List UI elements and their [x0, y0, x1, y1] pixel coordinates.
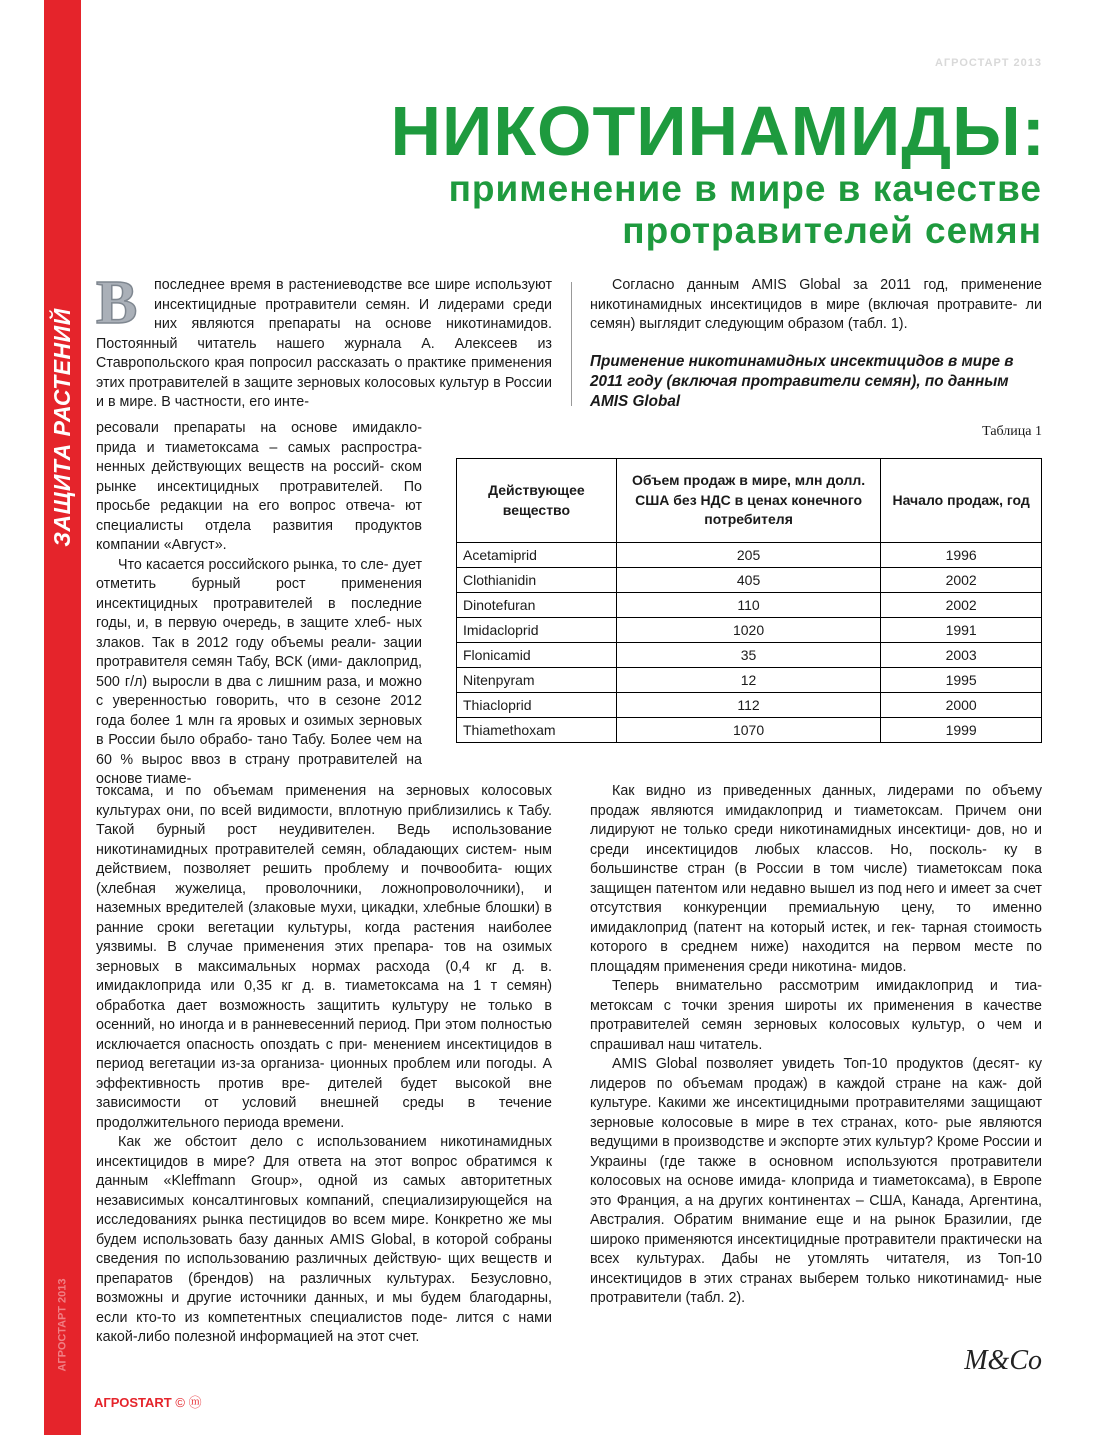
cell-year: 2002 [881, 568, 1042, 593]
right-bottom-column [590, 782, 1042, 1309]
cell-sales: 35 [616, 643, 880, 668]
table-row [457, 593, 1042, 618]
cell-year: 2000 [881, 693, 1042, 718]
section-color-bar [44, 0, 81, 1435]
magazine-logo: АГРОSTART © ⓜ [94, 1395, 202, 1410]
cell-year: 1991 [881, 618, 1042, 643]
paragraph: Как видно из приведенных данных, лидерами по объему продаж являются имидаклоприд и тиаметоксам. Причем они лидируют не только среди никотинамидных инсектици- дов, но и среди инсектицидов любых классов. Но, посколь- ку в большинстве стран (в России в том числе) тиаметоксам пока защищен патентом или недавно вышел из под него и имеет за счет отсутствия конкуренции премиальную цену, то именно имидаклоприд (патент на который истек, и гек- тарная стоимость которого в среднем ниже) находится на первом месте по площадям применения среди никотина- мидов. [590, 783, 1042, 975]
cell-year: 1999 [881, 718, 1042, 743]
paragraph: Теперь внимательно рассмотрим имидаклоприд и тиа- метоксам с точки зрения широты их применения в качестве протравителей семян зерновых колосовых культур, о чем и спрашивал наш читатель. [590, 978, 1042, 1053]
author-signature: M&Co [964, 1345, 1042, 1376]
table-heading: Применение никотинамидных инсектицидов в мире в 2011 году (включая протравители семян), по данным AMIS Global [590, 353, 1014, 410]
drop-cap: В [96, 269, 138, 337]
cell-substance: Nitenpyram [457, 668, 617, 693]
header-substance: Действующее вещество [457, 459, 617, 543]
cell-substance: Thiamethoxam [457, 718, 617, 743]
cell-substance: Imidacloprid [457, 618, 617, 643]
cell-substance: Thiacloprid [457, 693, 617, 718]
cell-sales: 112 [616, 693, 880, 718]
cell-year: 2003 [881, 643, 1042, 668]
cell-sales: 1020 [616, 618, 880, 643]
table-header-row [457, 459, 1042, 543]
lede-right [590, 276, 1042, 335]
lede-right-text: Согласно данным AMIS Global за 2011 год, применение никотинамидных инсектицидов в мире (включая протравите- ли семян) выглядит следующим образом (табл. 1). [590, 277, 1042, 332]
cell-sales: 12 [616, 668, 880, 693]
article-title: НИКОТИНАМИДЫ: [390, 92, 1046, 170]
cell-substance: Flonicamid [457, 643, 617, 668]
table-number: Таблица 1 [982, 424, 1042, 439]
table-row [457, 618, 1042, 643]
cell-sales: 110 [616, 593, 880, 618]
lede-left [96, 269, 552, 413]
cell-substance: Clothianidin [457, 568, 617, 593]
lede-text: последнее время в растениеводстве все шире используют инсектицидные протравители семян. И лидерами среди них являются препараты на основе никотинамидов. Постоянный читатель нашего журнала А. Алексеев из Ставропольского края попросил рассказать о практике применения этих протравителей в защите зерновых колосовых культур в России и в мире. В частности, его инте- [96, 277, 552, 410]
cell-sales: 205 [616, 543, 880, 568]
sales-table [456, 458, 1042, 743]
subtitle-line-2: протравителей семян [622, 210, 1042, 251]
table-row [457, 668, 1042, 693]
left-bottom-column [96, 782, 552, 1348]
header-sales: Объем продаж в мире, млн долл. США без НДС в ценах конечного потребителя [616, 459, 880, 543]
cell-sales: 405 [616, 568, 880, 593]
table-row [457, 643, 1042, 668]
cell-sales: 1070 [616, 718, 880, 743]
table-row [457, 718, 1042, 743]
cell-substance: Acetamiprid [457, 543, 617, 568]
section-title: ЗАЩИТА РАСТЕНИЙ [48, 307, 75, 547]
left-narrow-column [96, 419, 422, 790]
cell-substance: Dinotefuran [457, 593, 617, 618]
cell-year: 1995 [881, 668, 1042, 693]
cell-year: 1996 [881, 543, 1042, 568]
table-row [457, 568, 1042, 593]
side-watermark: АГРОСТАРТ 2013 [56, 1278, 69, 1372]
paragraph: ресовали препараты на основе имидакло- прида и тиаметоксама – самых распростра- ненных действующих веществ на россий- ском рынке инсектицидных протравителей. По просьбе редакции на его вопрос отвеча- ют специалисты отдела развития продуктов компании «Август». [96, 420, 422, 553]
subtitle-line-1: применение в мире в качестве [448, 168, 1042, 209]
paragraph: Что касается российского рынка, то сле- дует отметить бурный рост применения инсектицидных протравителей в последние годы, и, в первую очередь, в защите хлеб- ных злаков. Так в 2012 году объемы реали- зации протравителя семян Табу, ВСК (ими- даклоприд, 500 г/л) выросли в два с лишним раза, и можно с уверенностью говорить, что в сезоне 2012 года более 1 млн га яровых и озимых зерновых в России было обрабо- тано Табу. Более чем на 60 % вырос ввоз в страну протравителей на основе тиаме- [96, 556, 422, 787]
table-row [457, 543, 1042, 568]
header-watermark: АГРОСТАРТ 2013 [934, 57, 1042, 69]
table-row [457, 693, 1042, 718]
paragraph: Как же обстоит дело с использованием никотинамидных инсектицидов в мире? Для ответа на этот вопрос обратимся к данным «Kleffmann Group», одной из самых авторитетных независимых консалтинговых компаний, специализирующейся на исследованиях рынка пестицидов во всем мире. Конкретно же мы будем использовать базу данных AMIS Global, в которой собраны сведения по использованию различных действую- щих веществ и препаратов (брендов) на различных культурах. Безусловно, возможны и другие источники данных, и мы будем благодарны, если кто-то из компетентных специалистов поде- лится с нами какой-либо полезной информацией на этот счет. [96, 1134, 552, 1345]
paragraph: токсама, и по объемам применения на зерновых колосовых культурах они, по всей видимости, вплотную приблизились к Табу. Такой бурный рост неудивителен. Ведь использование никотинамидных протравителей семян, обладающих систем- ным действием, позволяет решить проблему и почвообита- ющих (хлебная жужелица, проволочники, ложнопроволочники), и наземных вредителей (злаковые мухи, цикадки, хлебные блошки) в ранние сроки вегетации культуры, когда растения наиболее уязвимы. В случае применения этих препара- тов на озимых зерновых в максимальных нормах расхода (0,4 кг д. в. имидаклоприда или 0,35 кг д. в. тиаметоксама на 1 т семян) обработка дает возможность защитить культуру не только в осенний, но иногда и в ранневесенний период. При этом полностью исключается опасность опоздать с при- менением инсектицидов в период вегетации из-за организа- ционных проблем или погоды. А эффективность против вре- дителей будет высокой вне зависимости от условий внешней среды в течение продолжительного периода времени. [96, 783, 552, 1131]
header-year: Начало продаж, год [881, 459, 1042, 543]
paragraph: AMIS Global позволяет увидеть Топ-10 продуктов (десят- ку лидеров по объемам продаж) в каждой стране на каж- дой культуре. Какими же инсектицидными протравителями защищают зерновые колосовые в мире в тех странах, кото- рые являются ведущими в производстве и экспорте этих культур? Кроме России и Украины (где также в основном используются протравители колосовых на основе имида- клоприда и тиаметоксама), в Европе это Франция, а на других континентах – США, Канада, Аргентина, Австралия. Обратим внимание еще и на рынок Бразилии, где широко применяются инсектицидные протравители практически на всех культурах. Дабы не утомлять читателя, из Топ-10 инсектицидов в этих странах выберем только никотинамид- ные протравители (табл. 2). [590, 1056, 1042, 1306]
cell-year: 2002 [881, 593, 1042, 618]
article-subtitle [142, 168, 1042, 252]
column-divider [571, 282, 572, 406]
